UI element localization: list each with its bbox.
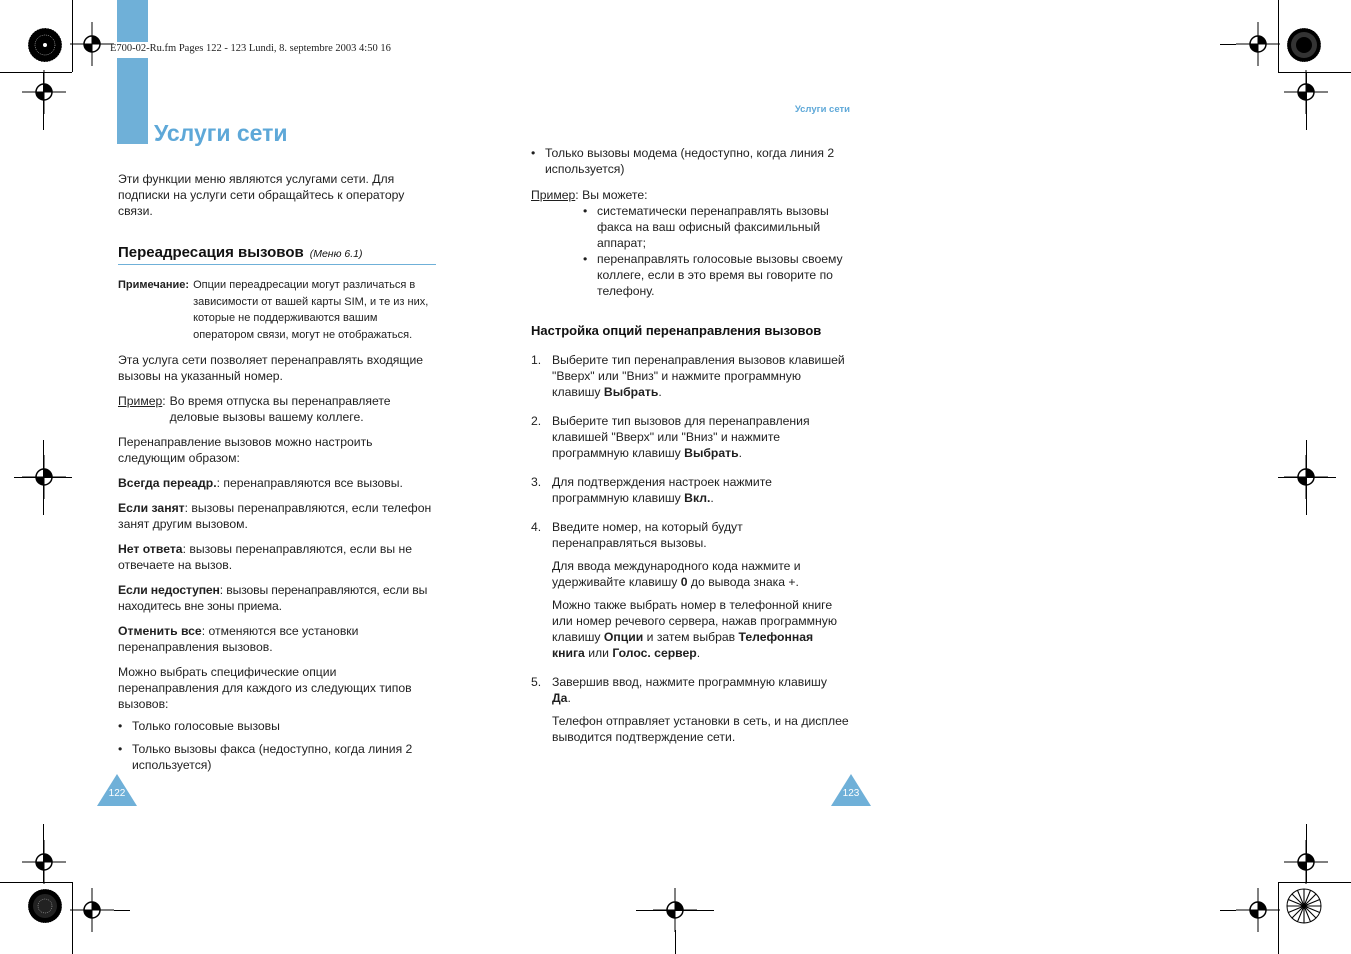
note-block: Примечание: Опции переадресации могут различаться в зависимости от вашей карты SIM, и те из них, которые не поддерживаются вашим оператором связи, могут не отображаться.: [118, 277, 436, 343]
star-target-icon: [27, 27, 63, 63]
star-target-icon: [1286, 888, 1322, 924]
step-item: 1. Выберите тип перенаправления вызовов клавишей "Вверх" или "Вниз" и нажмите программную клавишу Выбрать.: [531, 353, 845, 399]
example-block: Пример: Вы можете: • систематически перенаправлять вызовы факса на ваш офисный факсимильный аппарат; • перенаправлять голосовые вызовы своему коллеге, если в это время вы говорите по телефону.: [531, 187, 849, 299]
example-block: Пример: Во время отпуска вы перенаправляете деловые вызовы вашему коллеге.: [118, 393, 436, 425]
example-label: Пример: [531, 188, 576, 202]
option-item: Нет ответа: вызовы перенаправляются, если вы не отвечаете на вызов.: [118, 542, 413, 572]
step-item: 4. Введите номер, на который будут перенаправляться вызовы. Для ввода международного кода нажмите и удерживайте клавишу 0 до вывода знака +. Можно также выбрать номер в телефонной книге или номер речевого сервера, нажав программную клавишу Опции и затем выбрав Телефонная книга или Голос. сервер.: [531, 520, 837, 660]
star-target-icon: [1286, 27, 1322, 63]
option-item: Всегда переадр.: перенаправляются все вызовы.: [118, 476, 403, 490]
file-info-line: E700-02-Ru.fm Pages 122 - 123 Lundi, 8. septembre 2003 4:50 16: [110, 43, 391, 54]
subsection-heading: Настройка опций перенаправления вызовов: [531, 323, 822, 338]
registration-mark-icon: [22, 70, 66, 114]
page-number-right: 123: [831, 774, 871, 806]
list-item: • перенаправлять голосовые вызовы своему коллеге, если в это время вы говорите по телефону.: [583, 252, 843, 298]
section-menu-ref: (Меню 6.1): [309, 248, 363, 260]
example-intro: Вы можете:: [582, 188, 648, 202]
list-item: • Только вызовы факса (недоступно, когда линия 2 используется): [118, 742, 413, 772]
step-item: 3. Для подтверждения настроек нажмите программную клавишу Вкл..: [531, 475, 772, 505]
paragraph: Перенаправление вызовов можно настроить следующим образом:: [118, 435, 373, 465]
star-target-icon: [27, 888, 63, 924]
running-head: Услуги сети: [794, 104, 850, 115]
option-item: Отменить все: отменяются все установки перенаправления вызовов.: [118, 624, 359, 654]
page-title: Услуги сети: [154, 120, 288, 146]
option-item: Если занят: вызовы перенаправляются, если телефон занят другим вызовом.: [118, 501, 432, 531]
registration-mark-icon: [70, 22, 114, 66]
chapter-tab: [117, 58, 148, 144]
registration-mark-icon: [1236, 22, 1280, 66]
registration-mark-icon: [70, 888, 114, 932]
note-label: Примечание: [118, 279, 186, 291]
example-label: Пример: [118, 394, 163, 408]
registration-mark-icon: [1236, 888, 1280, 932]
paragraph: Можно выбрать специфические опции перенаправления для каждого из следующих типов вызовов:: [118, 665, 412, 711]
option-item: Если недоступен: вызовы перенаправляются, если вы находитесь вне зоны приема.: [118, 583, 428, 613]
step-item: 5. Завершив ввод, нажмите программную клавишу Да. Телефон отправляет установки в сеть, и на дисплее выводится подтверждение сети.: [531, 675, 849, 744]
paragraph: Эта услуга сети позволяет перенаправлять входящие вызовы на указанный номер.: [118, 353, 424, 383]
chapter-tab: [117, 0, 148, 42]
list-item: • Только вызовы модема (недоступно, когда линия 2 используется): [531, 146, 835, 176]
registration-mark-icon: [22, 840, 66, 884]
section-title: Переадресация вызовов: [118, 244, 304, 261]
step-item: 2. Выберите тип вызовов для перенаправления клавишей "Вверх" или "Вниз" и нажмите программную клавишу Выбрать.: [531, 414, 810, 460]
list-item: • систематически перенаправлять вызовы факса на ваш офисный факсимильный аппарат;: [583, 204, 829, 250]
left-column: [118, 171, 436, 780]
example-text: Во время отпуска вы перенаправляете деловые вызовы вашему коллеге.: [169, 394, 391, 424]
page-number-left: 122: [97, 774, 137, 806]
note-text: Опции переадресации могут различаться в зависимости от вашей карты SIM, и те из них, которые не поддерживаются вашим оператором связи, могут не отображаться.: [193, 279, 429, 341]
section-heading: [118, 245, 436, 265]
list-item: • Только голосовые вызовы: [118, 719, 280, 733]
intro-text: Эти функции меню являются услугами сети. Для подписки на услуги сети обращайтесь к оператору связи.: [118, 172, 405, 218]
right-column: [531, 145, 849, 765]
